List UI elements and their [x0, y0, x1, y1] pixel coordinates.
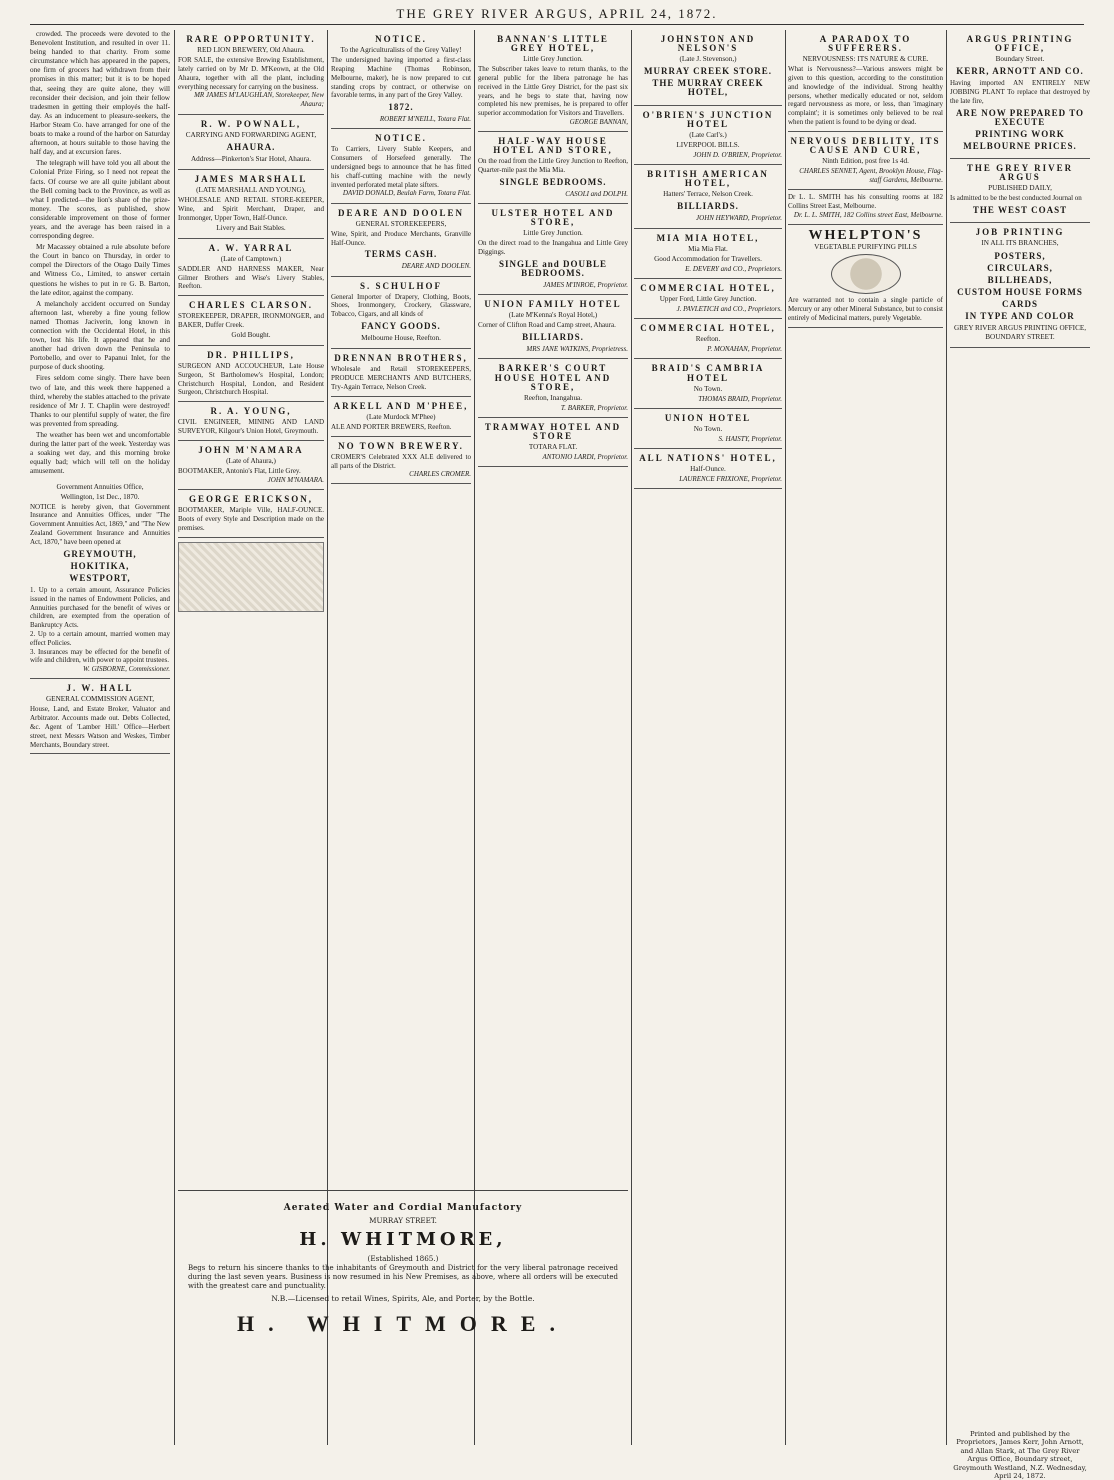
hall-ad: [30, 679, 170, 754]
jobbing-sub: IN ALL ITS BRANCHES,: [981, 239, 1059, 248]
smith-ad: [788, 190, 943, 225]
argus-firm: KERR, ARNOTT AND CO.: [956, 66, 1084, 77]
commercial2-title: COMMERCIAL HOTEL,: [640, 323, 776, 334]
hall-title: J. W. HALL: [66, 683, 134, 694]
bannan-sub: Little Grey Junction.: [523, 55, 583, 64]
young-body: CIVIL ENGINEER, MINING AND LAND SURVEYOR, Kilgour's Union Hotel, Greymouth.: [178, 418, 324, 436]
arkell-ad: [331, 397, 471, 437]
mcnamara-ad: [178, 441, 324, 490]
annuities-place: Wellington, 1st Dec., 1870.: [60, 492, 140, 501]
obrien-body: LIVERPOOL BILLS.: [676, 140, 740, 149]
red-lion-ad: [178, 30, 324, 115]
marshall-foot: Livery and Bait Stables.: [216, 223, 286, 232]
jobbing-item: POSTERS,: [994, 250, 1046, 261]
notown-signature: CHARLES CROMER.: [409, 470, 471, 479]
jobbing-item: CUSTOM HOUSE FORMS: [957, 286, 1083, 297]
annuities-heading: Government Annuities Office,: [56, 482, 144, 491]
red-lion-title: RARE OPPORTUNITY.: [186, 34, 316, 44]
deare-signature: DEARE AND DOOLEN.: [401, 262, 471, 271]
yarral-sub: (Late of Camptown.): [220, 254, 282, 263]
news-paragraph: The telegraph will have told you all about the Colonial Prize Firing, so I need not repeat the facts. Of course we are all quite jubilant about the Bell coming back to the Province, as well as what I predicted—the lion's share of the prize-money. The scores, as published, show considerable improvement on those of former years, and the average has been raised in a corresponding degree.: [30, 159, 170, 241]
column-divider: [785, 30, 786, 1445]
whitmore-established: (Established 1865.): [367, 1254, 439, 1263]
news-paragraph: The weather has been wet and uncomfortable during the latter part of the week. Yesterday was a soaking wet day, and this morning broke equally bad; which will tell on the holiday amusement.: [30, 431, 170, 476]
drennan-ad: [331, 349, 471, 396]
paper-body: Is admitted to be the best conducted Journal on: [950, 194, 1082, 203]
deare-body: Wine, Spirit, and Produce Merchants, Granville Half-Ounce.: [331, 229, 471, 247]
bannan-ad: [478, 30, 628, 132]
column-argus: [950, 30, 1090, 1450]
jobbing-office: GREY RIVER ARGUS PRINTING OFFICE, BOUNDARY STREET.: [953, 324, 1087, 342]
paradox-title: A PARADOX TO SUFFERERS.: [819, 34, 912, 54]
erickson-body: BOOTMAKER, Mariple Ville, HALF-OUNCE. Boots of every Style and Description made on the premises.: [178, 506, 324, 532]
clarson-foot: Gold Bought.: [231, 330, 271, 339]
halfway-body: On the road from the Little Grey Junction to Reefton, Quarter-mile past the Mia Mia.: [478, 157, 628, 175]
johnston-ad: [634, 30, 782, 106]
arkell-sub: (Late Murdock M'Phee): [366, 412, 436, 421]
braid-ad: [634, 359, 782, 408]
schulhof-ad: [331, 277, 471, 350]
yarral-title: A. W. YARRAL: [208, 242, 294, 253]
imprint: Printed and published by the Proprietors, James Kerr, John Arnott, and Allan Stark, at The Grey River Argus Office, Boundary street, Greymouth Westland, N.Z. Wednesday, April 24, 1872.: [953, 1430, 1087, 1480]
bannan-title: BANNAN'S LITTLE GREY HOTEL,: [497, 34, 609, 54]
commercial2-sub: Reefton.: [695, 335, 721, 344]
ulster-signature: JAMES M'INROE, Proprietor.: [543, 281, 628, 290]
ulster-title: ULSTER HOTEL AND STORE,: [491, 208, 615, 228]
johnston-title: JOHNSTON AND NELSON'S: [660, 34, 756, 54]
jobbing-item: CARDS: [1001, 298, 1038, 309]
annuities-item: 3. Insurances may be effected for the benefit of wife and children, with power to appoint trustees.: [30, 647, 170, 665]
news-paragraph: Fires seldom come singly. There have been two of late, and this week there happened a third, whereby the stables attached to the private residence of Mr J. T. Chaplin were destroyed! Thanks to our plentiful supply of water, the fire was prevented from spreading.: [30, 374, 170, 428]
halfway-ad: [478, 132, 628, 204]
annuities-notice: [30, 479, 170, 680]
clarson-body: STOREKEEPER, DRAPER, IRONMONGER, and BAKER, Duffer Creek.: [178, 312, 324, 330]
deare-sub: GENERAL STOREKEEPERS,: [355, 219, 447, 228]
column-ads-5: [634, 30, 782, 1430]
barker-title: BARKER'S COURT HOUSE HOTEL AND STORE,: [494, 363, 612, 392]
annuities-signature: W. GISBORNE, Commissioner.: [82, 665, 170, 674]
smith-signature: Dr. L. L. SMITH, 182 Collins street East, Melbourne.: [793, 210, 943, 219]
whelpton-sub: VEGETABLE PURIFYING PILLS: [814, 243, 917, 252]
union2-sub: No Town.: [693, 424, 723, 433]
notice-title: NOTICE.: [375, 34, 427, 44]
yarral-ad: [178, 239, 324, 297]
commercial2-ad: [634, 319, 782, 359]
deare-ad: [331, 204, 471, 277]
annuities-town: WESTPORT,: [69, 572, 131, 583]
halfway-signature: CASOLI and DOLPH.: [565, 190, 628, 199]
drennan-title: DRENNAN BROTHERS,: [334, 353, 468, 364]
tramway-signature: ANTONIO LARDI, Proprietor.: [542, 453, 628, 462]
whitmore-footer-name: H. WHITMORE.: [236, 1311, 569, 1337]
mcnamara-sub: (Late of Ahaura,): [226, 457, 276, 466]
paradox-ad: [788, 30, 943, 132]
halfway-title: HALF-WAY HOUSE HOTEL AND STORE,: [493, 136, 613, 156]
ulster-sub: Little Grey Junction.: [523, 229, 583, 238]
mcnamara-title: JOHN M'NAMARA: [198, 444, 304, 455]
union-sub: (Late M'Kenna's Royal Hotel,): [508, 311, 598, 320]
union-title: UNION FAMILY HOTEL: [484, 299, 622, 310]
tramway-ad: [478, 418, 628, 467]
annuities-item: 1. Up to a certain amount, Assurance Policies issued in the names of Endowment Policies, and Annuities purchased for the benefit of wives or children, are exempted from the operation of Bankruptcy Acts.: [30, 585, 170, 630]
commercial2-signature: P. MONAHAN, Proprietor.: [707, 345, 782, 354]
notice-signature: ROBERT M'NEILL, Totara Flat.: [379, 115, 471, 124]
ulster-rooms: SINGLE and DOUBLE BEDROOMS.: [498, 259, 608, 279]
chaff-notice: [331, 129, 471, 203]
ulster-body: On the direct road to the Inangahua and Little Grey Diggings.: [478, 239, 628, 257]
arkell-title: ARKELL AND M'PHEE,: [333, 400, 469, 411]
paradox-body: What is Nervousness?—Various answers might be given to this question, according to the constitution and knowledge of the individual. Strong healthy persons, whether medically educated or not, seldom regard nervousness as more, or less, than 'imaginary complaint'; it is sometimes only believed to be real when the patient is found to be dying or dead.: [788, 65, 943, 127]
union-ad: [478, 295, 628, 359]
union-body: Corner of Clifton Road and Camp street, Ahaura.: [478, 321, 616, 330]
british-ad: [634, 165, 782, 228]
union2-title: UNION HOTEL: [664, 412, 752, 423]
column-divider: [174, 30, 175, 1445]
whitmore-licensed: N.B.—Licensed to retail Wines, Spirits, Ale, and Porter, by the Bottle.: [271, 1294, 535, 1304]
notown-ad: [331, 437, 471, 485]
guide-ad: [788, 132, 943, 190]
news-paragraph: A melancholy accident occurred on Sunday afternoon last, whereby a fine young fellow named Thomas Jaciverin, long known in connection with the Occidental Hotel, in this town, lost his life. It appeared that he and another had driven down the Peninsula to Portobello, and over to Papanui Inlet, for the purpose of duck shooting.: [30, 299, 170, 372]
union-billiards: BILLIARDS.: [522, 332, 584, 343]
argus-printing-ad: [950, 30, 1090, 159]
aerated-street: MURRAY STREET.: [369, 1216, 437, 1225]
jobbing-ad: [950, 223, 1090, 348]
argus-sub: Boundary Street.: [995, 55, 1045, 64]
guide-title: NERVOUS DEBILITY, ITS CAUSE AND CURE,: [790, 135, 941, 155]
jobbing-color: IN TYPE AND COLOR: [965, 310, 1075, 321]
column-divider: [631, 30, 632, 1445]
marshall-sub: (LATE MARSHALL AND YOUNG),: [196, 186, 306, 195]
whelpton-body: Are warranted not to contain a single particle of Mercury or any other Mineral Substance, but to consist entirely of Medicinal matters, purely Vegetable.: [788, 296, 943, 322]
column-news: [30, 30, 170, 1450]
news-paragraph: Mr Macassey obtained a rule absolute before the Court in banco on Thursday, in order to compel the Directors of the Otago Daily Times and Witness Co., Limited, to answer certain questions he wishes to put in re G. B. Barton, the late editor, against the company.: [30, 243, 170, 297]
whelpton-ad: [788, 225, 943, 328]
obrien-sub: (Late Carl's.): [689, 130, 727, 139]
whitmore-body: Begs to return his sincere thanks to the inhabitants of Greymouth and District for the very liberal patronage received during the last seven years. Business is now resumed in his New Premises, as above, where all orders will be executed with the greatest care and punctuality.: [188, 1264, 618, 1290]
clarson-ad: [178, 296, 324, 346]
tramway-title: TRAMWAY HOTEL AND STORE: [484, 421, 622, 442]
mcnamara-signature: JOHN M'NAMARA.: [267, 475, 324, 484]
argus-prices: MELBOURNE PRICES.: [963, 141, 1077, 152]
bannan-signature: GEORGE BANNAN,: [569, 118, 628, 127]
miamia-signature: E. DEVERY and CO., Proprietors.: [685, 264, 782, 273]
red-lion-body: FOR SALE, the extensive Brewing Establishment, lately carried on by Mr D. M'Keown, at the Old Ahaura, together with all the plant, including everything necessary for carrying on the business.: [178, 56, 324, 91]
news-paragraph: crowded. The proceeds were devoted to the Benevolent Institution, and resulted in over 11. being handed to that charity. From some circumstance which has appeared in the papers, one firm of grocers had withdrawn from their promises in this matter; but it is to be hoped that, seeing they are quite alone, they will reconsider their decision, and join their fellow tradesmen in getting their employés the half-day. As an inducement to pleasure-seekers, the Harbor Steam Co. have arranged for one of the boats to make a round of the harbor on Saturday afternoon, at hours suitable to those having the half day, and at excursion fares.: [30, 30, 170, 157]
clarson-title: CHARLES CLARSON.: [188, 300, 314, 311]
miamia-ad: [634, 229, 782, 279]
notice-sub: To the Agriculturalists of the Grey Valley!: [340, 46, 462, 55]
bannan-body: The Subscriber takes leave to return thanks, to the general public for the libera patronage he has received in the Little Grey District, for the past six years, and he begs to state that, having now completed his new premises, he is prepared to offer superior accommodation for Visitors and Travellers.: [478, 65, 628, 118]
ulster-ad: [478, 204, 628, 295]
argus-paper-ad: [950, 159, 1090, 223]
braid-sub: No Town.: [693, 384, 723, 393]
johnston-hotel: THE MURRAY CREEK HOTEL,: [652, 78, 764, 98]
argus-body: Having imported AN ENTIRELY NEW JOBBING PLANT To replace that destroyed by the late fire,: [950, 79, 1090, 105]
whelpton-title: WHELPTON'S: [808, 228, 923, 244]
drennan-body: Wholesale and Retail STOREKEEPERS, PRODUCE MERCHANTS AND BUTCHERS, Try-Again Terrace, Nelson Creek.: [331, 365, 471, 391]
schulhof-goods: FANCY GOODS.: [361, 320, 441, 331]
union2-ad: [634, 409, 782, 449]
commercial-ad: [634, 279, 782, 319]
guide-signature: CHARLES SENNET, Agent, Brooklyn House, Flag-staff Gardens, Melbourne.: [799, 167, 943, 185]
british-signature: JOHN HEYWARD, Proprietor.: [696, 214, 782, 223]
paper-title: THE GREY RIVER ARGUS: [966, 163, 1074, 183]
annuities-town: HOKITIKA,: [70, 560, 130, 571]
british-title: BRITISH AMERICAN HOTEL,: [647, 169, 769, 189]
notice-title: NOTICE.: [375, 133, 427, 144]
paper-coast: THE WEST COAST: [972, 205, 1068, 216]
erickson-title: GEORGE ERICKSON,: [188, 494, 314, 505]
deare-terms: TERMS CASH.: [364, 249, 438, 260]
british-sub: Hatters' Terrace, Nelson Creek.: [663, 190, 753, 199]
marshall-title: JAMES MARSHALL: [194, 173, 308, 184]
erickson-ad: [178, 490, 324, 537]
masthead: THE GREY RIVER ARGUS, APRIL 24, 1872.: [396, 6, 718, 21]
smith-body: Dr L. L. SMITH has his consulting rooms at 182 Collins Street East, Melbourne.: [788, 193, 943, 211]
miamia-title: MIA MIA HOTEL,: [656, 232, 760, 243]
phillips-body: SURGEON AND ACCOUCHEUR, Late House Surgeon, St Bartholomew's Hospital, London; Christchurch Hospital, London, and Resident Surgeon, Christchurch Hospital.: [178, 362, 324, 397]
pownall-title: R. W. POWNALL,: [200, 118, 302, 129]
notown-title: NO TOWN BREWERY.: [338, 440, 464, 451]
hall-sub: GENERAL COMMISSION AGENT,: [45, 695, 154, 704]
braid-title: BRAID'S CAMBRIA HOTEL: [651, 363, 765, 383]
marshall-ad: [178, 170, 324, 239]
allnations-ad: [634, 449, 782, 489]
miamia-sub: Mia Mia Flat.: [688, 244, 728, 253]
deare-title: DEARE AND DOOLEN: [337, 207, 464, 218]
obrien-ad: [634, 106, 782, 165]
pownall-ad: [178, 115, 324, 170]
argus-work: PRINTING WORK: [975, 128, 1065, 139]
column-divider: [946, 30, 947, 1445]
tramway-sub: TOTARA FLAT.: [528, 443, 578, 452]
barker-body: Reefton, Inangahua.: [523, 393, 583, 402]
aerated-title: Aerated Water and Cordial Manufactory: [283, 1203, 523, 1213]
halfway-rooms: SINGLE BEDROOMS.: [499, 176, 607, 187]
whelpton-seal-icon: [831, 254, 901, 294]
red-lion-signature: MR JAMES M'LAUGHLAN, Storekeeper, New Ahaura;: [194, 91, 324, 109]
machinery-illustration: [178, 542, 324, 612]
notice-signature: DAVID DONALD, Beulah Farm, Totara Flat.: [342, 189, 471, 198]
allnations-sub: Half-Ounce.: [690, 465, 726, 474]
notice-body: To Carriers, Livery Stable Keepers, and Consumers of Horsefeed generally. The undersigned begs to announce that he has fitted his chaff-cutting machine with the newly invented perforated metal plate sifters.: [331, 145, 471, 189]
notown-body: CROMER'S Celebrated XXX ALE delivered to all parts of the District.: [331, 452, 471, 470]
argus-title: ARGUS PRINTING OFFICE,: [966, 34, 1074, 54]
annuities-town: GREYMOUTH,: [63, 548, 137, 559]
allnations-title: ALL NATIONS' HOTEL,: [639, 453, 777, 464]
schulhof-body: General Importer of Drapery, Clothing, Boots, Shoes, Ironmongery, Crockery, Glassware, Tobacco, Cigars, and all kinds of: [331, 292, 471, 319]
column-ads-6: [788, 30, 943, 1450]
obrien-signature: JOHN D. O'BRIEN, Proprietor.: [693, 150, 782, 159]
guide-sub: Ninth Edition, post free 1s 4d.: [822, 157, 909, 166]
barker-ad: [478, 359, 628, 417]
allnations-signature: LAURENCE FRIXIONE, Proprietor.: [679, 475, 782, 484]
reaping-notice: [331, 30, 471, 129]
commercial-title: COMMERCIAL HOTEL,: [640, 282, 776, 293]
phillips-ad: [178, 346, 324, 402]
top-rule: [30, 24, 1084, 25]
young-title: R. A. YOUNG,: [210, 406, 292, 417]
marshall-body: WHOLESALE AND RETAIL STORE-KEEPER, Wine, and Spirit Merchant, Draper, and Ironmonger, Upper Town, Half-Ounce.: [178, 196, 324, 222]
whitmore-name: H. WHITMORE,: [299, 1229, 507, 1250]
whitmore-ad: [178, 1190, 628, 1460]
jobbing-item: CIRCULARS,: [987, 262, 1053, 273]
arkell-body: ALE AND PORTER BREWERS, Reefton.: [331, 422, 452, 431]
miamia-body: Good Accommodation for Travellers.: [654, 254, 762, 263]
jobbing-item: BILLHEADS,: [987, 274, 1053, 285]
commercial-signature: J. PAVLETICH and CO., Proprietors.: [676, 305, 782, 314]
yarral-body: SADDLER AND HARNESS MAKER, Near Gilmer Brothers and Wise's Livery Stables, Reefton.: [178, 264, 324, 291]
mcnamara-body: BOOTMAKER, Antonio's Flat, Little Grey.: [178, 467, 301, 476]
hall-body: House, Land, and Estate Broker, Valuator and Arbitrator. Accounts made out. Debts Collected, &c. Agent of 'Lamber Hill.' Office—Herbert street, next Messrs Watson and Weskes, Timber Merchants, Boundary street.: [30, 705, 170, 749]
phillips-title: DR. PHILLIPS,: [207, 349, 295, 360]
schulhof-place: Melbourne House, Reefton.: [361, 334, 441, 343]
young-ad: [178, 402, 324, 441]
braid-signature: THOMAS BRAID, Proprietor.: [698, 394, 782, 403]
obrien-title: O'BRIEN'S JUNCTION HOTEL: [642, 109, 774, 129]
commercial-sub: Upper Ford, Little Grey Junction.: [659, 294, 757, 303]
schulhof-title: S. SCHULHOF: [359, 280, 442, 291]
annuities-item: 2. Up to a certain amount, married women may effect Policies.: [30, 629, 170, 647]
paradox-sub: NERVOUSNESS: ITS NATURE & CURE.: [802, 55, 929, 64]
argus-prepared: ARE NOW PREPARED TO EXECUTE: [955, 107, 1085, 127]
union2-signature: S. HAISTY, Proprietor.: [718, 435, 782, 443]
pownall-sub: CARRYING AND FORWARDING AGENT,: [185, 130, 317, 139]
red-lion-sub: RED LION BREWERY, Old Ahaura.: [197, 46, 305, 55]
notice-year: 1872.: [388, 102, 414, 113]
pownall-place: AHAURA.: [226, 141, 276, 152]
british-billiards: BILLIARDS.: [677, 201, 739, 212]
johnston-sub: (Late J. Stevenson,): [679, 55, 737, 64]
pownall-body: Address—Pinkerton's Star Hotel, Ahaura.: [190, 154, 312, 163]
notice-body: The undersigned having imported a first-class Reaping Machine (Thomas Robinson, Melbourne, maker), he is now prepared to cut standing crops by contract, or otherwise on favorable terms, in any part of the Grey Valley.: [331, 56, 471, 100]
annuities-body: NOTICE is hereby given, that Government Insurance and Annuities Offices, under "The Government Annuities Act, 1869," and "The New Zealand Government Insurance and Annuities Act, 1870," have been opened at: [30, 502, 170, 546]
union-signature: MRS JANE WATKINS, Proprietress.: [526, 345, 628, 354]
jobbing-title: JOB PRINTING: [975, 227, 1065, 238]
paper-sub: PUBLISHED DAILY,: [988, 184, 1052, 193]
barker-signature: T. BARKER, Proprietor.: [560, 403, 628, 412]
johnston-store: MURRAY CREEK STORE.: [644, 66, 772, 77]
